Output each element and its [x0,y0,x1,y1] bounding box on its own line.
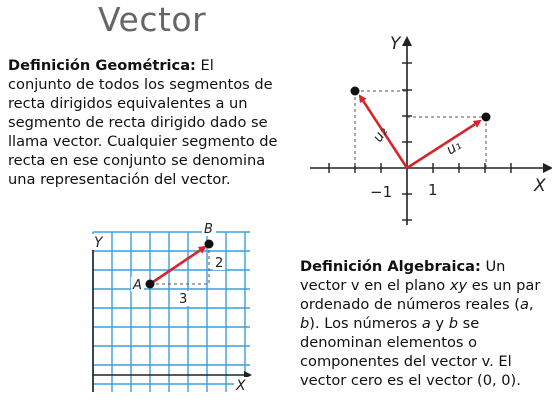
x-axis-label: X [534,176,546,196]
tick-label-neg: −1 [370,183,393,201]
label-dy: 2 [215,256,224,271]
grid-vector-diagram [88,222,258,395]
algebraic-definition [300,257,552,390]
algebraic-text-3: , [528,296,534,313]
y-axis-label: Y [390,34,401,54]
label-dx: 3 [179,292,188,307]
grid-x-label: X [236,378,246,394]
point-a [146,280,155,289]
algebraic-a: a [519,296,529,313]
page-title: Vector [98,0,207,39]
endpoint-u2 [351,87,360,96]
grid-y-label: Y [94,235,103,251]
algebraic-a-2: a [421,315,431,332]
algebraic-text-4: ). Los números [309,315,422,332]
algebraic-b-2: b [448,315,458,332]
geometric-body: El conjunto de todos los segmentos de recta dirigidos equivalentes a un segmento de recta dirigido dado se llama vector. Cualquier segmento de recta en ese conjunto se denomina una representación del vector. [8,57,278,188]
endpoint-u1 [482,113,491,122]
algebraic-heading: Definición Algebraica: [300,258,481,275]
algebraic-xy: xy [449,277,468,294]
geometric-definition [8,56,280,189]
point-b [205,240,214,249]
tick-label-pos: 1 [428,181,438,199]
algebraic-text-2: es un par ordenado de números reales ( [300,277,541,313]
algebraic-text-5: y [430,315,449,332]
u1-label: u₁ [443,137,465,159]
vector-diagram [300,25,552,235]
label-a: A [133,278,142,293]
u2-label: u₂ [369,124,392,146]
algebraic-text-1: Un vector v en el plano [300,258,506,294]
label-b: B [204,222,213,237]
algebraic-text-6: se denominan elementos o componentes del vector v. El vector cero es el vector (0, 0). [300,315,521,389]
geometric-heading: Definición Geométrica: [8,57,196,74]
algebraic-b: b [300,315,310,332]
